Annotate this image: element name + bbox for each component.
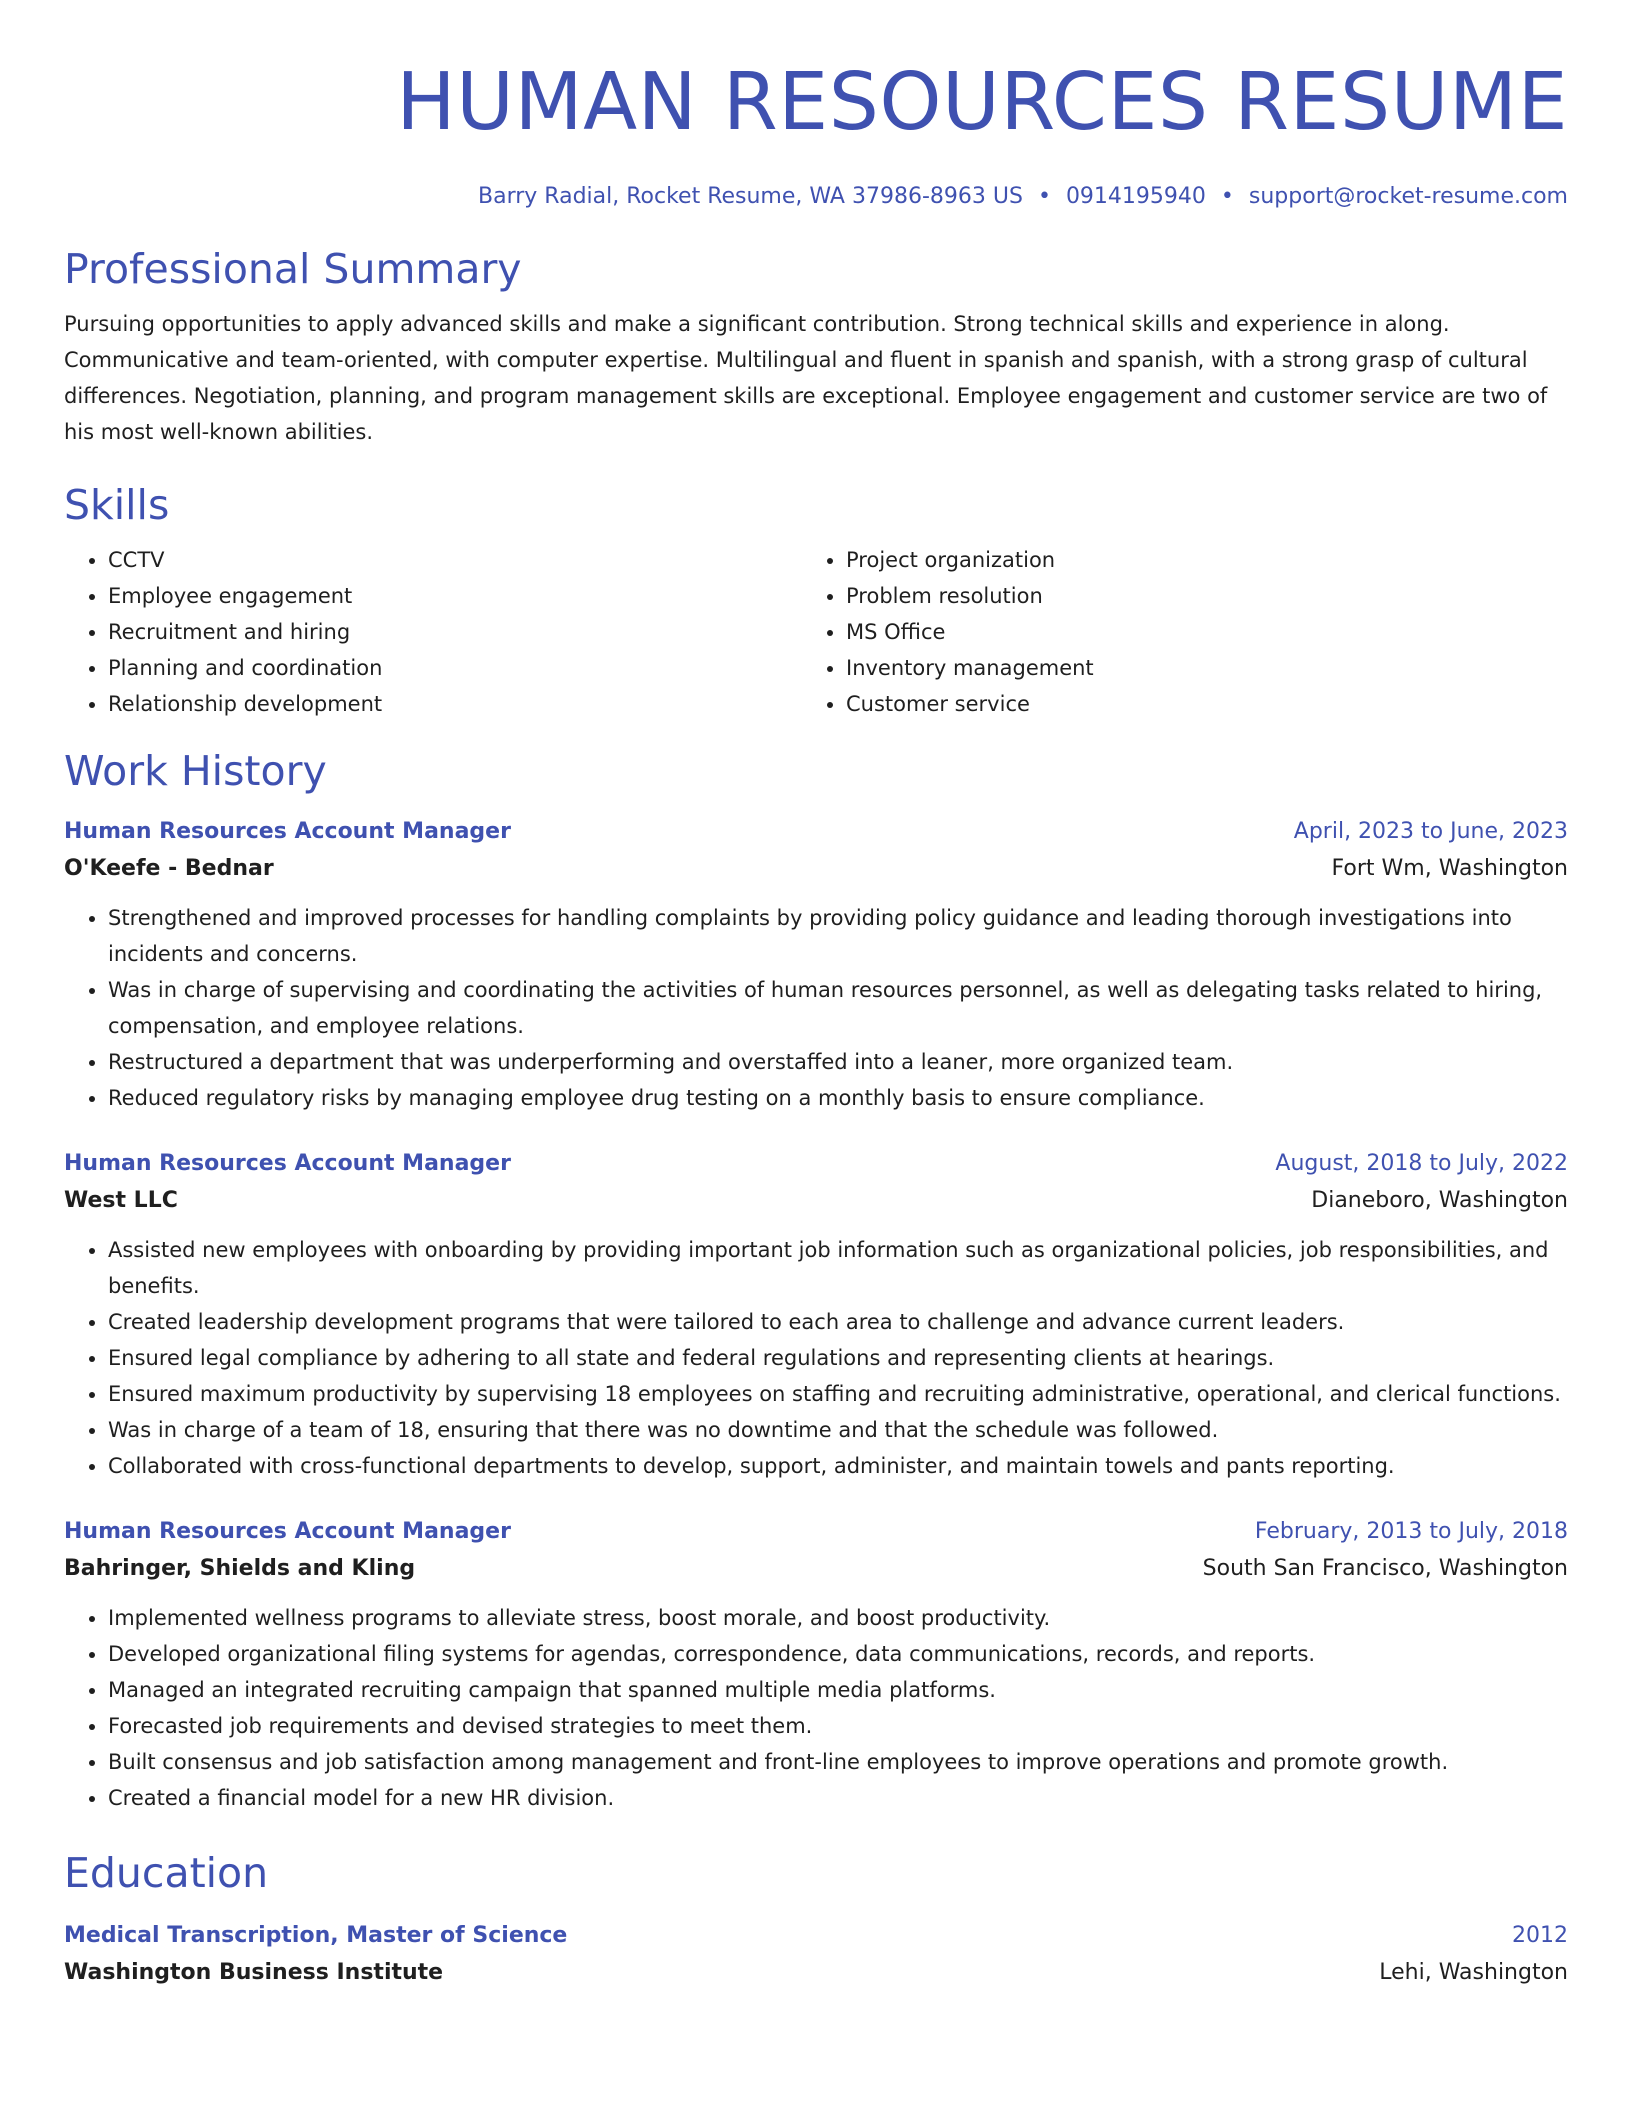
job-location: Fort Wm, Washington (1331, 856, 1568, 881)
job-company: Bahringer, Shields and Kling (64, 1556, 416, 1581)
contact-email[interactable]: support@rocket-resume.com (1248, 184, 1568, 209)
skill-item: • Planning and coordination (108, 650, 802, 686)
work-history-heading: Work History (64, 747, 327, 795)
job-bullet: • Ensured legal compliance by adhering to all state and federal regulations and representing clients at hearings. (108, 1340, 1568, 1376)
education-section (64, 1848, 1568, 1992)
job-bullet: • Ensured maximum productivity by supervising 18 employees on staffing and recruiting administrative, operational, and clerical functions. (108, 1376, 1568, 1412)
job-company: West LLC (64, 1188, 178, 1213)
job-company: O'Keefe - Bednar (64, 856, 274, 881)
job-location: South San Francisco, Washington (1202, 1556, 1568, 1581)
skill-item: • Inventory management (846, 650, 1540, 686)
resume-header (64, 0, 1568, 209)
contact-address: Barry Radial, Rocket Resume, WA 37986-8963 US (478, 184, 1023, 209)
job-bullet: • Managed an integrated recruiting campaign that spanned multiple media platforms. (108, 1672, 1568, 1708)
skill-item: • Problem resolution (846, 578, 1540, 614)
job-entry (64, 814, 1568, 1116)
contact-separator: • (1220, 184, 1234, 209)
education-degree: Medical Transcription, Master of Science (64, 1923, 568, 1948)
job-bullet: • Forecasted job requirements and devised strategies to meet them. (108, 1708, 1568, 1744)
job-dates: April, 2023 to June, 2023 (1293, 819, 1568, 844)
job-title: Human Resources Account Manager (64, 1151, 511, 1176)
job-bullet: • Created leadership development programs that were tailored to each area to challenge and advance current leaders. (108, 1304, 1568, 1340)
job-bullet: • Created a financial model for a new HR division. (108, 1780, 1568, 1816)
job-dates: August, 2018 to July, 2022 (1275, 1151, 1568, 1176)
contact-phone[interactable]: 0914195940 (1065, 184, 1206, 209)
job-bullet: • Assisted new employees with onboarding by providing important job information such as organizational policies, job responsibilities, and benefits. (108, 1232, 1568, 1304)
job-bullet: • Built consensus and job satisfaction among management and front-line employees to improve operations and promote growth. (108, 1744, 1568, 1780)
job-title: Human Resources Account Manager (64, 1519, 511, 1544)
education-entry (64, 1918, 1568, 1992)
contact-line (64, 184, 1568, 209)
job-bullet: • Was in charge of a team of 18, ensuring that there was no downtime and that the schedule was followed. (108, 1412, 1568, 1448)
skills-heading: Skills (64, 481, 170, 529)
skills-section (64, 480, 1568, 722)
education-location: Lehi, Washington (1379, 1960, 1568, 1985)
contact-separator: • (1037, 184, 1051, 209)
summary-text: Pursuing opportunities to apply advanced skills and make a significant contribution. Strong technical skills and experience in along. Communicative and team-oriented, with computer expertise. Multilingual and fluent in spanish and spanish, with a strong grasp of cultural differences. Negotiation, planning, and program management skills are exceptional. Employee engagement and customer service are two of his most well-known abilities. (64, 312, 1548, 444)
education-year: 2012 (1512, 1923, 1568, 1948)
skill-item: • CCTV (108, 542, 802, 578)
job-location: Dianeboro, Washington (1311, 1188, 1568, 1213)
skills-grid (64, 542, 1568, 722)
job-bullet: • Was in charge of supervising and coordinating the activities of human resources personnel, as well as delegating tasks related to hiring, compensation, and employee relations. (108, 972, 1568, 1044)
job-bullet: • Restructured a department that was underperforming and overstaffed into a leaner, more organized team. (108, 1044, 1568, 1080)
job-bullet: • Strengthened and improved processes for handling complaints by providing policy guidance and leading thorough investigations into incidents and concerns. (108, 900, 1568, 972)
job-bullet: • Implemented wellness programs to alleviate stress, boost morale, and boost productivity. (108, 1600, 1568, 1636)
work-history-section (64, 746, 1568, 1816)
skill-item: • Project organization (846, 542, 1540, 578)
job-bullet: • Reduced regulatory risks by managing employee drug testing on a monthly basis to ensure compliance. (108, 1080, 1568, 1116)
education-school: Washington Business Institute (64, 1960, 444, 1985)
job-title: Human Resources Account Manager (64, 819, 511, 844)
skill-item: • Employee engagement (108, 578, 802, 614)
job-bullet: • Developed organizational filing systems for agendas, correspondence, data communications, records, and reports. (108, 1636, 1568, 1672)
skills-column-left (64, 542, 802, 722)
job-dates: February, 2013 to July, 2018 (1254, 1519, 1568, 1544)
skill-item: • MS Office (846, 614, 1540, 650)
job-entry (64, 1514, 1568, 1816)
summary-section (64, 244, 1568, 450)
resume-title: HUMAN RESOURCES RESUME (396, 56, 1568, 148)
skills-column-right (802, 542, 1540, 722)
skill-item: • Customer service (846, 686, 1540, 722)
education-heading: Education (64, 1849, 269, 1897)
summary-heading: Professional Summary (64, 245, 522, 293)
job-entry (64, 1146, 1568, 1484)
job-bullet: • Collaborated with cross-functional departments to develop, support, administer, and maintain towels and pants reporting. (108, 1448, 1568, 1484)
skill-item: • Relationship development (108, 686, 802, 722)
skill-item: • Recruitment and hiring (108, 614, 802, 650)
